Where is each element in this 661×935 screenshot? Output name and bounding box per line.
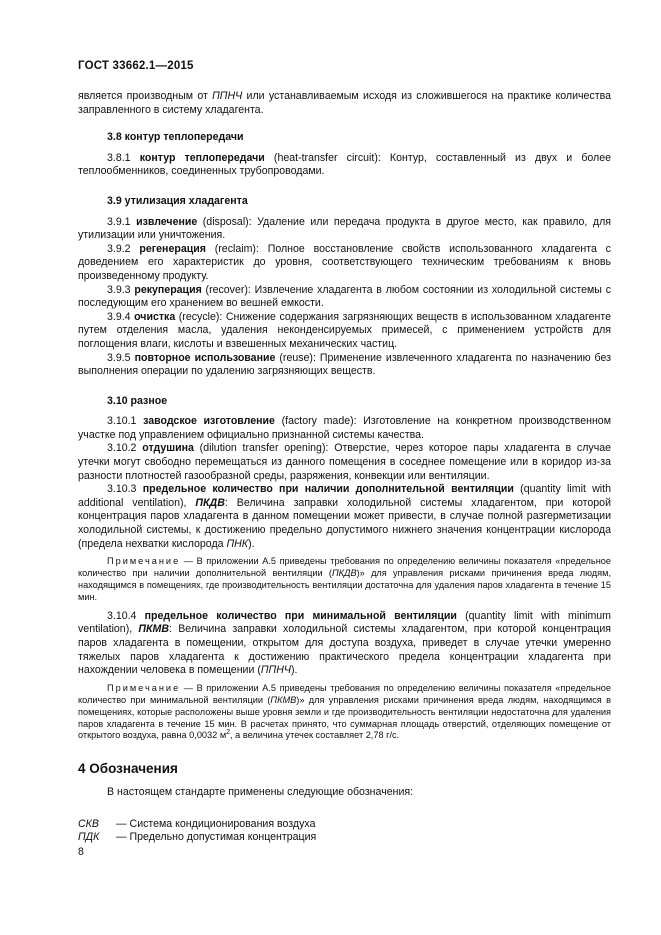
document-header: ГОСТ 33662.1—2015 <box>78 60 194 72</box>
abbreviation-key: ПДК <box>78 831 100 844</box>
definition-3-10-1: 3.10.1 заводское изготовление (factory made): Изготовление на конкретном производственном участке под управлением официально признанной системы качества. <box>78 415 611 441</box>
section-4-intro: В настоящем стандарте применены следующие обозначения: <box>107 785 414 798</box>
section-3-8-title: 3.8 контур теплопередачи <box>107 131 244 144</box>
abbreviation-row <box>78 818 611 832</box>
definition-3-9-4: 3.9.4 очистка (recycle): Снижение содержания загрязняющих веществ в использованном хладагенте путем отделения масла, удаления неконденсируемых примесей, с применением устройств для поглощения влаги, кислоты и взвешенных механических частиц. <box>78 310 611 350</box>
abbreviation-row <box>78 831 611 845</box>
definition-3-10-3: 3.10.3 предельное количество при наличии дополнительной вентиляции (quantity limit with additional ventilation), ПКДВ: Величина заправки холодильной системы хладагентом, при которой концентрация паров хладагента в данном помещении может привести, в случае полной разгерметизации холодильной системы, к достижению предельно допустимого нижнего значения концентрации кислорода (предела нехватки кислорода ПНК). <box>78 483 611 550</box>
note-3-10-3: Примечание — В приложении А.5 приведены требования по определению величины показателя «предельное количество при наличии дополнительной вентиляции (ПКДВ)» для управления рисками причинения вреда людям, находящимся в помещениях, где производительность вентиляции достаточна для удаления паров хладагента в течение 15 мин. <box>78 556 611 602</box>
definition-3-8-1: 3.8.1 контур теплопередачи (heat-transfer circuit): Контур, составленный из двух и более теплообменников, соединенных трубопроводами. <box>78 151 612 178</box>
page-number: 8 <box>78 846 84 858</box>
definition-3-9-2: 3.9.2 регенерация (reclaim): Полное восстановление свойств использованного хладагента с доведением его характеристик до уровня, соответствующего техническим требованиям к вновь произведенному продукту. <box>78 242 611 282</box>
continuation-paragraph: является производным от ППНЧ или устанавливаемым исходя из сложившегося на практике количества заправленного в систему хладагента. <box>78 90 611 116</box>
section-4-title: 4 Обозначения <box>78 761 178 777</box>
section-3-9-title: 3.9 утилизация хладагента <box>107 194 248 207</box>
document-body <box>78 90 611 845</box>
definition-3-9-1: 3.9.1 извлечение (disposal): Удаление или передача продукта в другое место, как правило, для утилизации или уничтожения. <box>78 215 611 242</box>
definition-3-9-5: 3.9.5 повторное использование (reuse): Применение извлеченного хладагента по назначению без выполнения операции по удалению загрязняющих веществ. <box>78 351 611 378</box>
abbreviation-key: СКВ <box>78 817 99 830</box>
definition-3-9-3: 3.9.3 рекуперация (recover): Извлечение хладагента в любом состоянии из холодильной системы с последующим его хранением во вешней емкости. <box>78 283 611 310</box>
note-3-10-4: Примечание — В приложении А.5 приведены требования по определению величины показателя «предельное количество при минимальной вентиляции (ПКМВ)» для управления рисками причинения вреда людям, находящимся в помещениях, которые расположены выше уровня земли и где производительность вентиляции недостаточна для удаления паров хладагента в течение 15 мин. В расчетах принято, что суммарная площадь отверстий, отделяющих помещение от открытого воздуха, равна 0,0032 $м^2$, а величина утечек составляет 2,78 г/с. <box>78 682 611 741</box>
definition-3-10-2: 3.10.2 отдушина (dilution transfer opening): Отверстие, через которое пары хладагента в случае утечки могут свободно перемещаться из данного помещения в соседнее помещение или в коридор из-за разности плотностей газообразной среды, разряжения, конвекции или вентиляции. <box>78 442 611 482</box>
section-3-10-title: 3.10 разное <box>107 394 168 407</box>
definition-3-10-4: 3.10.4 предельное количество при минимальной вентиляции (quantity limit with minimum ventilation), ПКМВ: Величина заправки холодильной системы хладагентом, при которой концентрация паров хладагента в помещении, открытом для доступа воздуха, приведет в случае утечки умеренно тяжелых паров хладагента к достижению практического предела концентрации хладагента при нахождении человека в помещении (ППНЧ). <box>78 609 611 677</box>
abbreviation-value: — Предельно допустимая концентрация <box>116 831 317 844</box>
abbreviation-value: — Система кондиционирования воздуха <box>116 817 316 830</box>
